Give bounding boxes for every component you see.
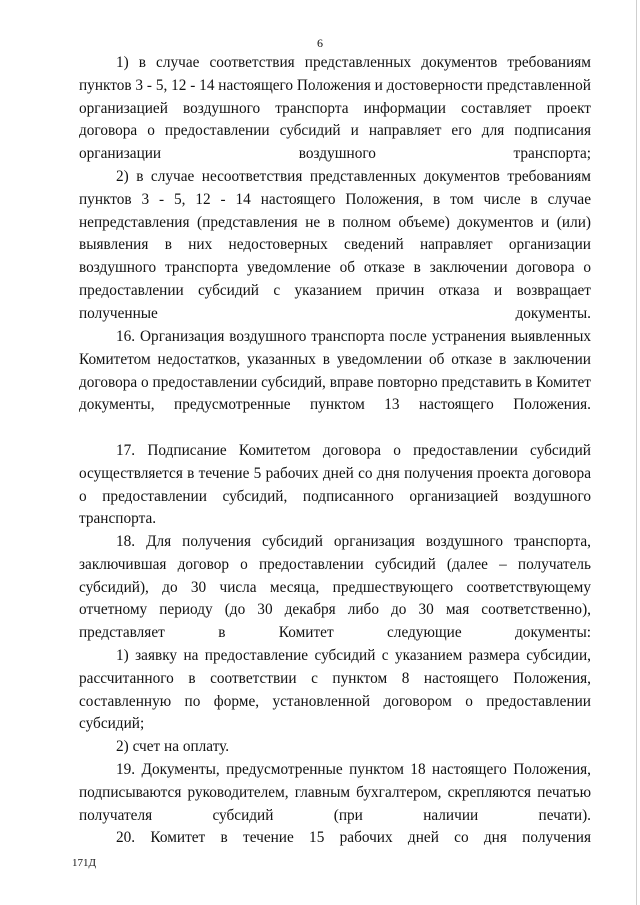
paragraph-18-2: 2) счет на оплату. <box>116 738 230 755</box>
paragraph-19: 19. Документы, предусмотренные пунктом 18 настоящего Положения, подписываются руководителем, главным бухгалтером, скрепляются печатью получателя субсидий (при наличии печати). <box>79 761 591 824</box>
page-edge-line <box>636 0 637 905</box>
paragraph-17: 17. Подписание Комитетом договора о предоставлении субсидий осуществляется в течение 5 рабочих дней со дня получения проекта договора о предоставлении субсидий, подписанного организацией воздушного транспорта. <box>79 442 591 528</box>
document-body <box>79 52 591 850</box>
paragraph-18-1: 1) заявку на предоставление субсидий с указанием размера субсидии, рассчитанного в соответствии с пунктом 8 настоящего Положения, составленную по форме, установленной договором о предоставлении субсидий; <box>79 647 591 733</box>
paragraph-16: 16. Организация воздушного транспорта после устранения выявленных Комитетом недостатков, указанных в уведомлении об отказе в заключении договора о предоставлении субсидий, вправе повторно представить в Комитет документы, предусмотренные пунктом 13 настоящего Положения. <box>79 328 591 414</box>
document-code: 171Д <box>72 857 97 869</box>
page-number: 6 <box>317 36 323 50</box>
paragraph-18: 18. Для получения субсидий организация воздушного транспорта, заключившая договор о предоставлении субсидий (далее – получатель субсидий), до 30 числа месяца, предшествующего соответствующему отчетному периоду (до 30 декабря либо до 30 мая соответственно), представляет в Комитет следующие документы: <box>79 533 591 642</box>
paragraph-15-1: 1) в случае соответствия представленных документов требованиям пунктов 3 - 5, 12 - 14 настоящего Положения и достоверности представленной организацией воздушного транспорта информации составляет проект договора о предоставлении субсидий и направляет его для подписания организации воздушного транспорта; <box>79 54 591 163</box>
paragraph-20: 20. Комитет в течение 15 рабочих дней со дня получения <box>116 829 591 846</box>
paragraph-15-2: 2) в случае несоответствия представленных документов требованиям пунктов 3 - 5, 12 - 14 настоящего Положения, в том числе в случае непредставления (представления не в полном объеме) документов и (или) выявления в них недостоверных сведений направляет организации воздушного транспорта уведомление об отказе в заключении договора о предоставлении субсидий с указанием причин отказа и возвращает полученные документы. <box>79 168 591 322</box>
